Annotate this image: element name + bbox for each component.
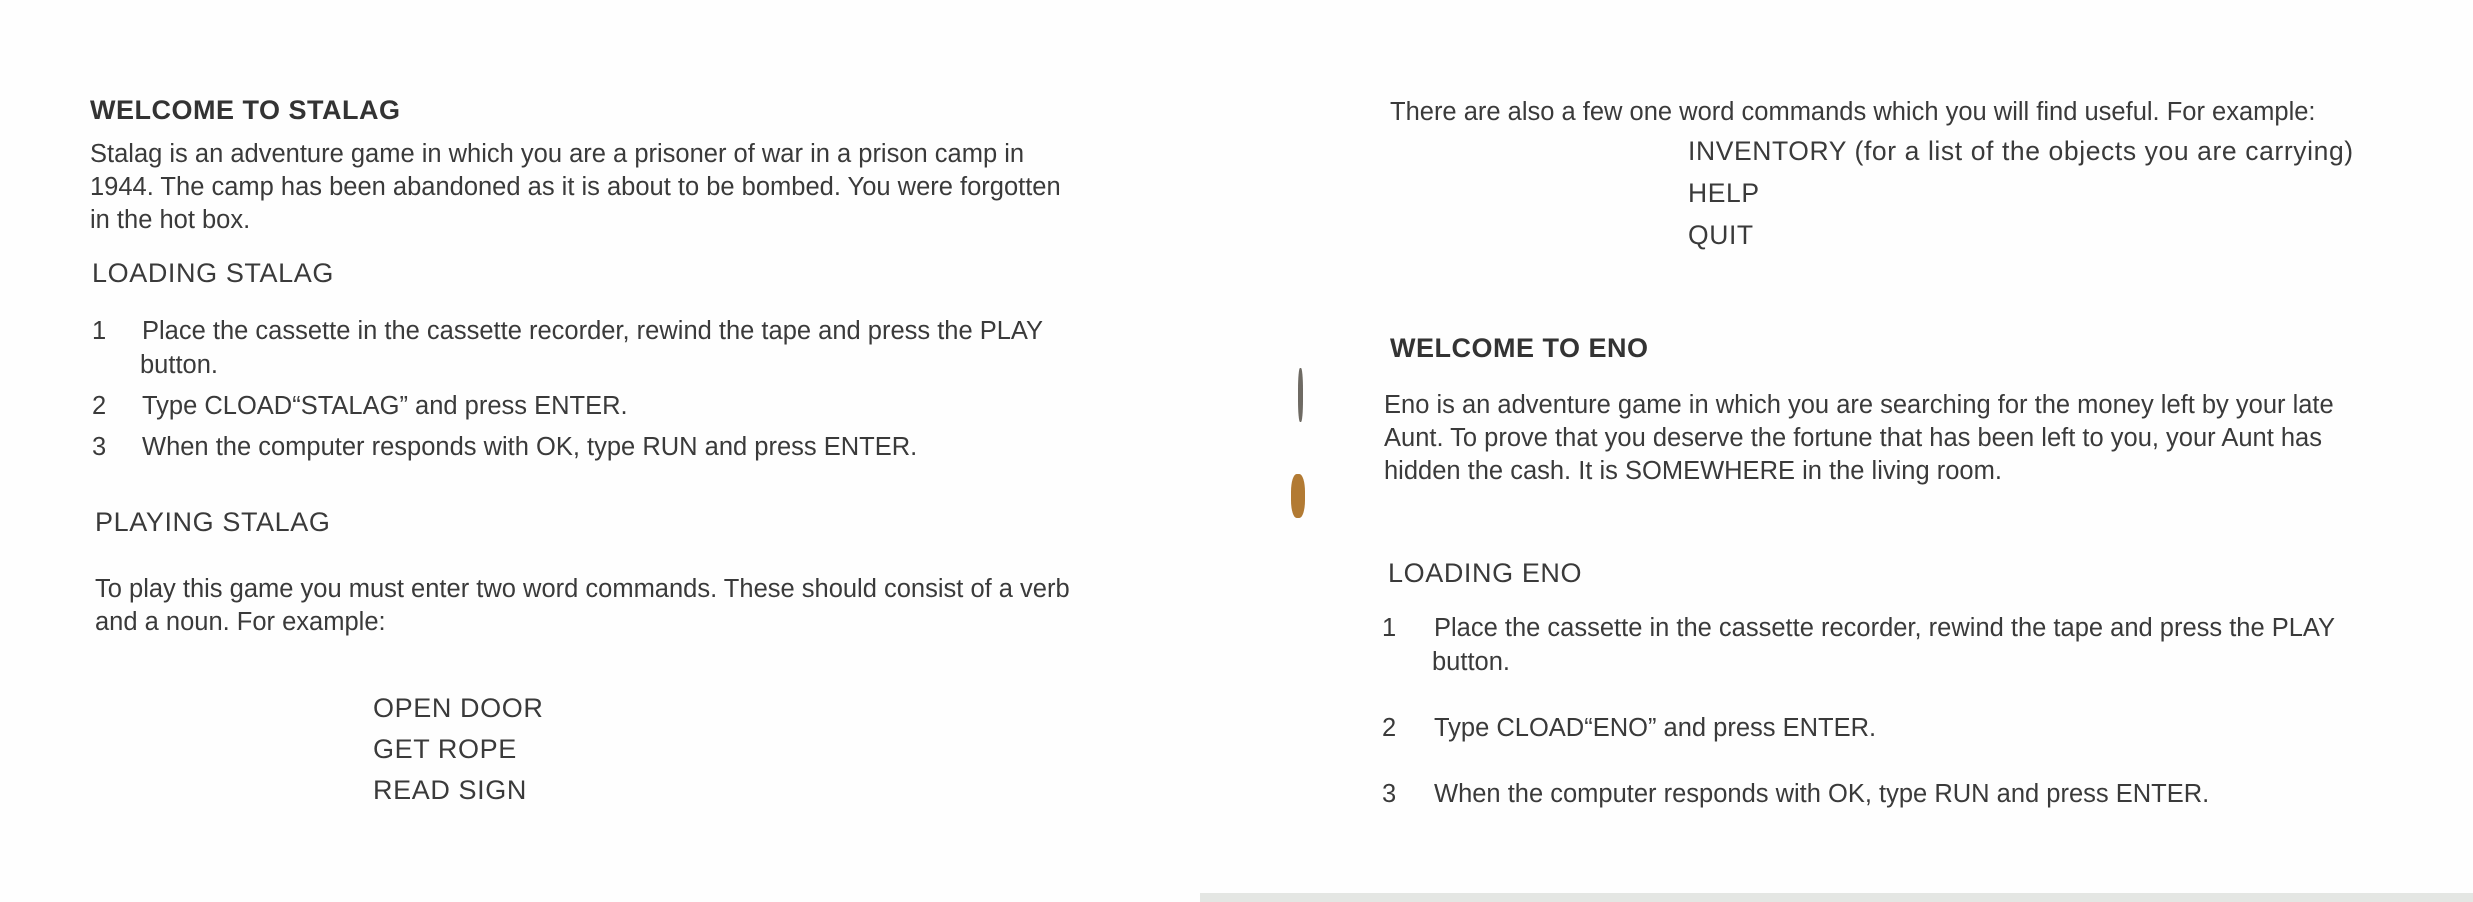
- staple-mark-top: [1298, 368, 1303, 422]
- command-example: OPEN DOOR: [373, 693, 544, 723]
- command-example: HELP: [1688, 178, 1760, 208]
- step-line: Place the cassette in the cassette recorder, rewind the tape and press the PLAY: [142, 317, 1044, 345]
- page-bottom-edge: [1200, 893, 2473, 902]
- one-word-intro: There are also a few one word commands which you will find useful. For example:: [1390, 98, 2316, 126]
- loading-stalag-heading: LOADING STALAG: [92, 258, 334, 288]
- step-number: 2: [92, 392, 107, 420]
- step-line: button.: [1432, 648, 1510, 676]
- intro-line: Eno is an adventure game in which you are searching for the money left by your late: [1384, 391, 2334, 419]
- playing-stalag-heading: PLAYING STALAG: [95, 507, 331, 537]
- loading-eno-heading: LOADING ENO: [1388, 558, 1583, 588]
- command-example: GET ROPE: [373, 734, 517, 764]
- command-example: READ SIGN: [373, 775, 527, 805]
- step-line: When the computer responds with OK, type RUN and press ENTER.: [1434, 780, 2210, 808]
- playing-text: [95, 573, 1215, 639]
- eno-intro: [1384, 389, 2473, 488]
- step-text: [1434, 611, 2473, 679]
- step-text: [142, 430, 917, 464]
- intro-line: 1944. The camp has been abandoned as it is about to be bombed. You were forgotten: [90, 173, 1061, 201]
- step-number: 3: [92, 433, 107, 461]
- intro-line: hidden the cash. It is SOMEWHERE in the living room.: [1384, 457, 2002, 485]
- step-number: 2: [1382, 714, 1397, 742]
- stalag-title: WELCOME TO STALAG: [90, 95, 401, 125]
- playing-line: To play this game you must enter two word commands. These should consist of a verb: [95, 575, 1070, 603]
- eno-title: WELCOME TO ENO: [1390, 333, 1649, 363]
- stalag-intro: [90, 138, 1200, 237]
- step-line: Place the cassette in the cassette recorder, rewind the tape and press the PLAY: [1434, 614, 2336, 642]
- intro-line: Stalag is an adventure game in which you are a prisoner of war in a prison camp in: [90, 140, 1025, 168]
- command-example: QUIT: [1688, 220, 1754, 250]
- step-line: Type CLOAD“ENO” and press ENTER.: [1434, 714, 1877, 742]
- step-text: [1434, 711, 1876, 745]
- intro-line: in the hot box.: [90, 206, 251, 234]
- step-text: [142, 314, 1043, 382]
- playing-line: and a noun. For example:: [95, 608, 386, 636]
- step-number: 1: [1382, 614, 1397, 642]
- step-number: 1: [92, 317, 107, 345]
- staple-mark-bottom: [1291, 474, 1305, 518]
- command-example: INVENTORY (for a list of the objects you are carrying): [1688, 136, 2354, 166]
- step-line: When the computer responds with OK, type RUN and press ENTER.: [142, 433, 918, 461]
- step-line: Type CLOAD“STALAG” and press ENTER.: [142, 392, 628, 420]
- step-number: 3: [1382, 780, 1397, 808]
- step-text: [1434, 777, 2209, 811]
- intro-line: Aunt. To prove that you deserve the fortune that has been left to you, your Aunt has: [1384, 424, 2322, 452]
- step-line: button.: [140, 351, 218, 379]
- step-text: [142, 389, 628, 423]
